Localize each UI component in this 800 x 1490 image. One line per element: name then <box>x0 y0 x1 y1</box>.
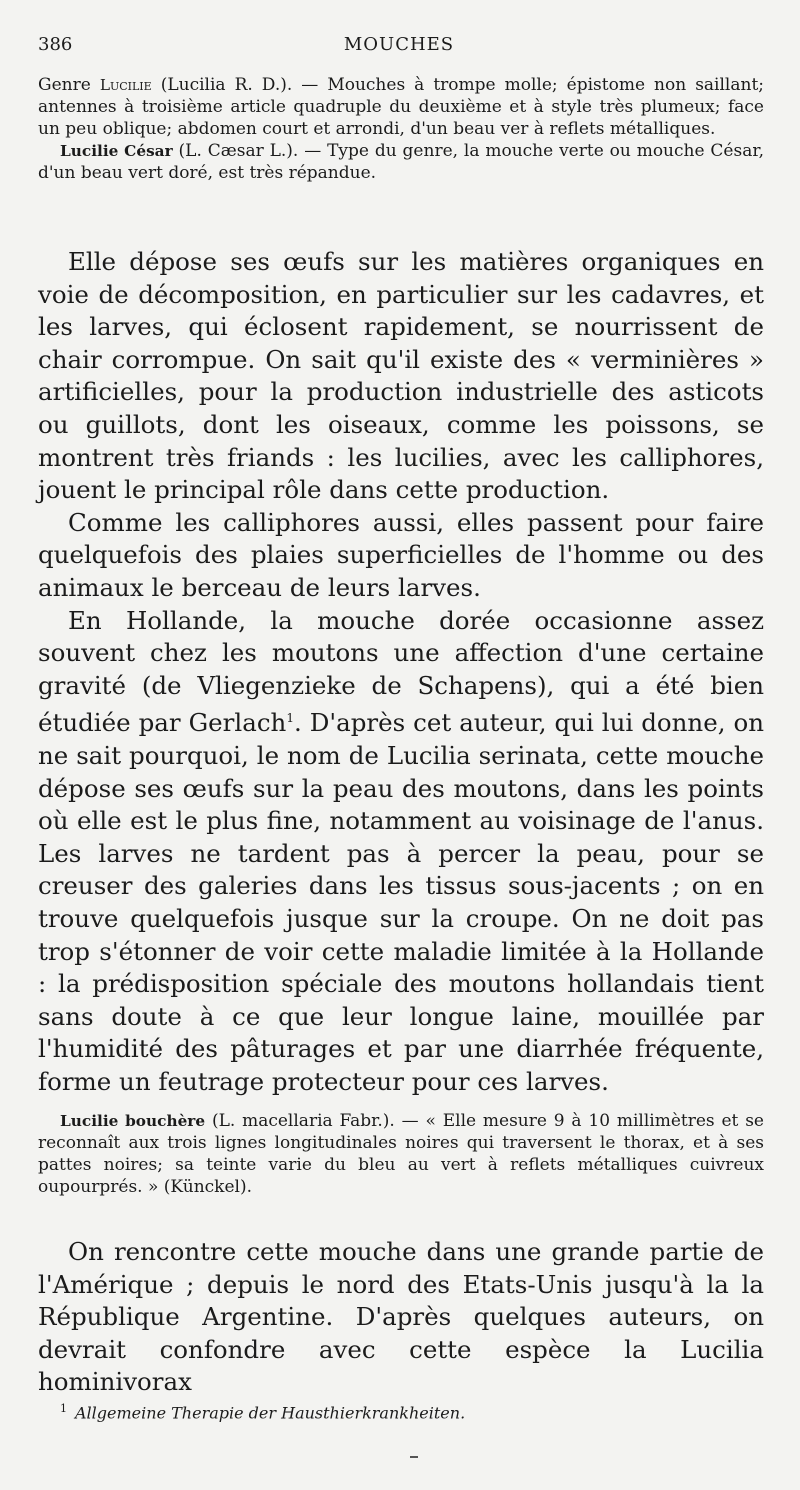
body-paragraph-3 <box>38 605 764 1099</box>
genus-name: Lucilie <box>99 76 152 94</box>
genus-text: (Lucilia R. D.). — Mouches à trompe molle; épistome non saillant; antennes à troisième article quadruple du deuxième et à style très plumeux; face un peu oblique; abdomen court et arrondi, d'un beau ver à reflets métalliques. <box>38 75 765 139</box>
body-paragraph-3-start: En Hollande, la mouche dorée occasionne assez souvent chez les moutons une affection d'une certaine gravité (de Vliegenzieke de Schapens), qui a été bien étudiée par Gerlach <box>38 605 764 738</box>
body-paragraph-3-end: . D'après cet auteur, qui lui donne, on ne sait pourquoi, le nom de Lucilia serinata, cette mouche dépose ses œufs sur la peau des moutons, dans les points où elle est le plus fine, notamment au voisinage de l'anus. Les larves ne tardent pas à percer la peau, pour se creuser des galeries dans les tissus sous-jacents ; on en trouve quelquefois jusque sur la croupe. On ne doit pas trop s'étonner de voir cette maladie limitée à la Hollande : la prédisposition spéciale des moutons hollandais tient sans doute à ce que leur longue laine, mouillée par l'humidité des pâturages et par une diarrhée fréquente, forme un feutrage protecteur pour ces larves. <box>38 708 764 1096</box>
second-text-block <box>38 1236 764 1399</box>
species-bouchere-paragraph <box>38 1110 764 1198</box>
footnote-mark: 1 <box>60 1402 67 1415</box>
species-cesar-paragraph <box>38 140 764 184</box>
species-bouchere-description <box>38 1110 764 1198</box>
running-head: MOUCHES <box>343 34 455 55</box>
genus-description <box>38 74 764 184</box>
footnote-reference: 1 <box>286 711 294 726</box>
species-bouchere-name: Lucilie bouchère <box>60 1112 206 1130</box>
genus-label: Genre <box>38 75 91 95</box>
species-cesar-name: Lucilie César <box>60 142 173 160</box>
footnote <box>60 1402 760 1422</box>
body-paragraph-1: Elle dépose ses œufs sur les matières organiques en voie de décomposition, en particulier sur les cadavres, et les larves, qui éclosent rapidement, se nourrissent de chair corrompue. On sait qu'il existe des « verminières » artificielles, pour la production industrielle des asticots ou guillots, dont les oiseaux, comme les poissons, se montrent très friands : les lucilies, avec les calliphores, jouent le principal rôle dans cette production. <box>38 247 764 505</box>
page-bottom-mark <box>410 1456 418 1458</box>
species-bouchere-text: (L. macellaria Fabr.). — « Elle mesure 9 à 10 millimètres et se reconnaît aux trois lignes longitudinales noires qui traversent le thorax, et à ses pattes noires; sa teinte varie du bleu au vert à reflets métalliques cuivreux oupourprés. » (Künckel). <box>38 1111 764 1197</box>
footnote-text: Allgemeine Therapie der Hausthierkrankheiten. <box>75 1403 466 1423</box>
species-cesar-text: (L. Cæsar L.). — Type du genre, la mouche verte ou mouche César, d'un beau vert doré, est très répandue. <box>38 141 764 183</box>
body-paragraph-4: On rencontre cette mouche dans une grande partie de l'Amérique ; depuis le nord des Etats-Unis jusqu'à la la République Argentine. D'après quelques auteurs, on devrait confondre avec cette espèce la Lucilia hominivorax <box>38 1237 764 1397</box>
body-paragraph-2: Comme les calliphores aussi, elles passent pour faire quelquefois des plaies superficielles de l'homme ou des animaux le berceau de leurs larves. <box>38 507 764 602</box>
main-text-block <box>38 246 764 1099</box>
page-header <box>38 34 760 60</box>
page-number: 386 <box>38 34 73 55</box>
genus-paragraph <box>38 74 764 140</box>
